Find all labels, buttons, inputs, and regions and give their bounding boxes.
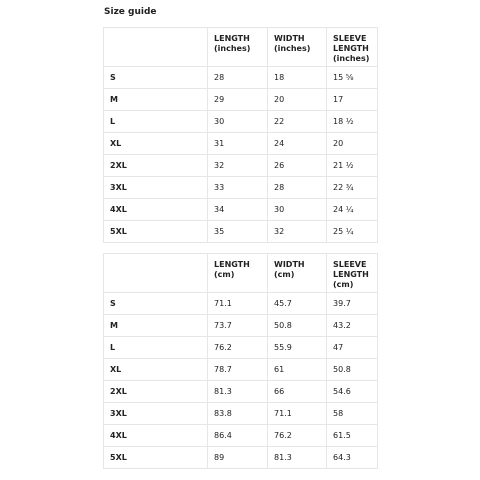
measurement-cell: 50.8 [327,359,378,381]
measurement-cell: 32 [268,221,327,243]
measurement-cell: 26 [268,155,327,177]
size-label: S [104,293,208,315]
table-row [104,155,378,177]
table-row [104,315,378,337]
measurement-cell: 71.1 [208,293,268,315]
column-header [327,28,378,67]
measurement-cell: 22 [268,111,327,133]
measurement-cell: 78.7 [208,359,268,381]
measurement-cell: 31 [208,133,268,155]
column-header [208,254,268,293]
size-label: 5XL [104,221,208,243]
header-row [104,254,378,293]
size-label: L [104,337,208,359]
header-cell-empty [104,28,208,67]
measurement-cell: 39.7 [327,293,378,315]
table-row [104,337,378,359]
size-label: 5XL [104,447,208,469]
table-row [104,293,378,315]
table-row [104,447,378,469]
measurement-cell: 15 ⅝ [327,67,378,89]
measurement-cell: 34 [208,199,268,221]
measurement-cell: 58 [327,403,378,425]
column-header-line: LENGTH [333,270,369,279]
column-header-line: LENGTH [214,260,250,269]
measurement-cell: 45.7 [268,293,327,315]
table-body [104,67,378,243]
table-row [104,67,378,89]
measurement-cell: 20 [268,89,327,111]
column-header-line: (cm) [274,270,295,279]
size-label: XL [104,133,208,155]
measurement-cell: 89 [208,447,268,469]
column-header [327,254,378,293]
size-label: 3XL [104,403,208,425]
measurement-cell: 50.8 [268,315,327,337]
measurement-cell: 30 [268,199,327,221]
column-header-line: (cm) [333,280,354,289]
column-header-line: WIDTH [274,260,305,269]
measurement-cell: 17 [327,89,378,111]
column-header [208,28,268,67]
table-row [104,111,378,133]
column-header-line: SLEEVE [333,34,367,43]
table-row [104,89,378,111]
header-row [104,28,378,67]
size-label: L [104,111,208,133]
column-header-line: LENGTH [214,34,250,43]
measurement-cell: 83.8 [208,403,268,425]
measurement-cell: 73.7 [208,315,268,337]
size-label: XL [104,359,208,381]
column-header [268,254,327,293]
measurement-cell: 20 [327,133,378,155]
measurement-cell: 86.4 [208,425,268,447]
measurement-cell: 81.3 [208,381,268,403]
column-header-line: (inches) [333,54,370,63]
column-header-line: WIDTH [274,34,305,43]
table-row [104,133,378,155]
table-row [104,403,378,425]
column-header [268,28,327,67]
table-body [104,293,378,469]
measurement-cell: 25 ¼ [327,221,378,243]
table-row [104,199,378,221]
measurement-cell: 66 [268,381,327,403]
measurement-cell: 29 [208,89,268,111]
column-header-line: (inches) [274,44,311,53]
column-header-line: SLEEVE [333,260,367,269]
size-label: S [104,67,208,89]
table-header [104,254,378,293]
size-label: M [104,315,208,337]
header-cell-empty [104,254,208,293]
measurement-cell: 43.2 [327,315,378,337]
size-label: 3XL [104,177,208,199]
measurement-cell: 33 [208,177,268,199]
measurement-cell: 64.3 [327,447,378,469]
measurement-cell: 21 ½ [327,155,378,177]
measurement-cell: 55.9 [268,337,327,359]
measurement-cell: 35 [208,221,268,243]
measurement-cell: 76.2 [208,337,268,359]
table-row [104,381,378,403]
size-label: 4XL [104,199,208,221]
measurement-cell: 24 ¼ [327,199,378,221]
table-header [104,28,378,67]
measurement-cell: 81.3 [268,447,327,469]
size-label: M [104,89,208,111]
size-label: 2XL [104,155,208,177]
size-table-inches [103,27,378,243]
table-row [104,177,378,199]
size-table-cm [103,253,378,469]
measurement-cell: 61.5 [327,425,378,447]
measurement-cell: 30 [208,111,268,133]
measurement-cell: 32 [208,155,268,177]
measurement-cell: 18 [268,67,327,89]
page-title: Size guide [104,7,157,17]
measurement-cell: 24 [268,133,327,155]
table-row [104,425,378,447]
measurement-cell: 61 [268,359,327,381]
measurement-cell: 28 [208,67,268,89]
measurement-cell: 76.2 [268,425,327,447]
table-row [104,221,378,243]
table-row [104,359,378,381]
measurement-cell: 18 ½ [327,111,378,133]
size-label: 4XL [104,425,208,447]
column-header-line: (inches) [214,44,251,53]
measurement-cell: 54.6 [327,381,378,403]
measurement-cell: 22 ¾ [327,177,378,199]
size-label: 2XL [104,381,208,403]
measurement-cell: 47 [327,337,378,359]
column-header-line: (cm) [214,270,235,279]
column-header-line: LENGTH [333,44,369,53]
measurement-cell: 28 [268,177,327,199]
measurement-cell: 71.1 [268,403,327,425]
